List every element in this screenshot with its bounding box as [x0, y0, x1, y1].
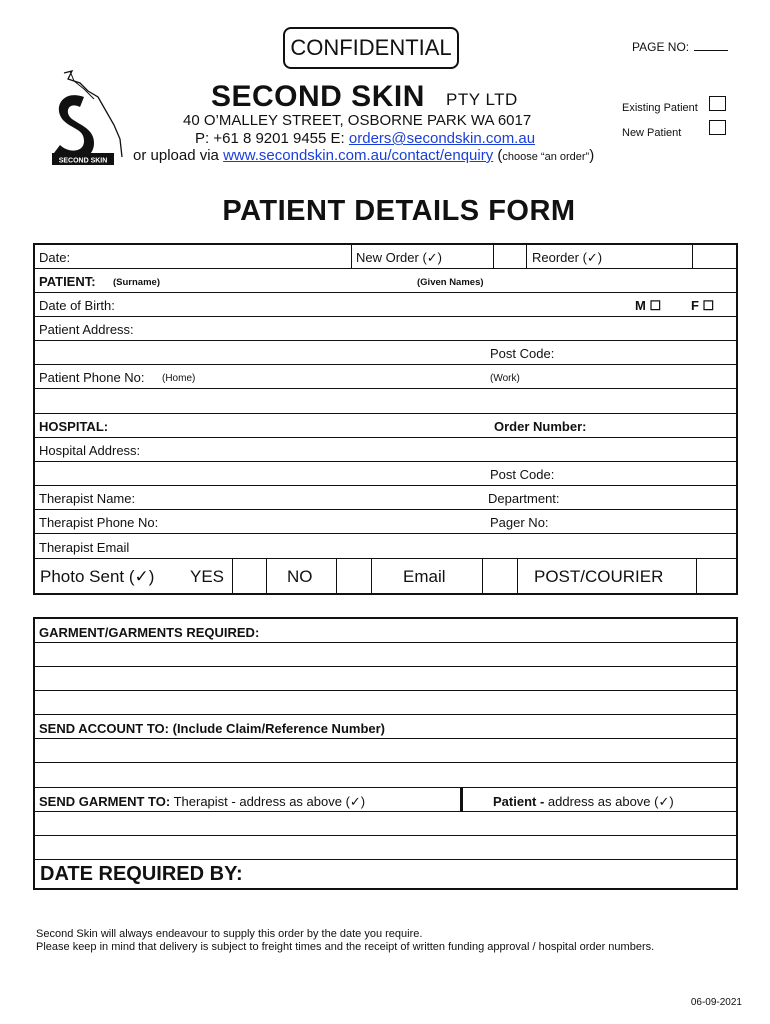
work-hint: (Work) [490, 373, 520, 384]
dob-label: Date of Birth: [39, 298, 115, 313]
upload-line [133, 147, 594, 164]
form-date-code: 06-09-2021 [690, 997, 742, 1008]
row-therapist-name[interactable] [35, 486, 736, 510]
company-address: 40 O’MALLEY STREET, OSBORNE PARK WA 6017 [183, 112, 532, 129]
row-patient[interactable] [35, 269, 736, 293]
upload-open: ( [497, 147, 503, 164]
row-hospital[interactable] [35, 414, 736, 438]
existing-patient-checkbox[interactable] [709, 96, 726, 111]
confidential-stamp: CONFIDENTIAL [283, 27, 459, 69]
page-no-field[interactable] [694, 50, 728, 51]
yes-checkbox[interactable] [233, 559, 266, 593]
company-name: SECOND SKIN [211, 80, 425, 113]
new-patient-checkbox[interactable] [709, 120, 726, 135]
hospital-address-label: Hospital Address: [39, 443, 141, 458]
pager-label: Pager No: [490, 515, 549, 530]
second-skin-logo [50, 67, 126, 171]
patient-label: PATIENT: [39, 274, 96, 289]
garments-required-label: GARMENT/GARMENTS REQUIRED: [39, 625, 260, 640]
row-send-garment [35, 788, 736, 812]
male-checkbox[interactable]: M ☐ [635, 298, 662, 313]
email-checkbox[interactable] [483, 559, 517, 593]
send-line-1[interactable] [35, 812, 736, 836]
existing-patient-label: Existing Patient [622, 102, 698, 114]
footer-line-1: Second Skin will always endeavour to supply this order by the date you require. [36, 928, 423, 940]
therapist-address-option: Therapist - address as above (✓) [170, 794, 366, 809]
send-garment-label: SEND GARMENT TO: [39, 794, 171, 809]
email-link[interactable]: orders@secondskin.com.au [348, 130, 536, 147]
no-label: NO [287, 567, 313, 586]
date-required-label: DATE REQUIRED BY: [40, 863, 243, 885]
new-order-checkbox[interactable] [494, 245, 526, 268]
row-date [35, 245, 736, 269]
therapist-phone-label: Therapist Phone No: [39, 515, 159, 530]
company-suffix: PTY LTD [446, 90, 518, 109]
send-line-2[interactable] [35, 836, 736, 860]
row-therapist-phone[interactable] [35, 510, 736, 534]
patient-address-option[interactable] [493, 794, 674, 810]
photo-sent-label: Photo Sent (✓) [40, 567, 155, 586]
upload-link[interactable]: www.secondskin.com.au/contact/enquiry [223, 147, 494, 164]
upload-prefix: or upload via [133, 147, 219, 164]
row-therapist-email[interactable] [35, 534, 736, 559]
patient-option-rest: address as above (✓) [544, 794, 674, 809]
post-courier-label: POST/COURIER [534, 567, 664, 586]
row-post-code[interactable] [35, 341, 736, 365]
phone-text: P: +61 8 9201 9455 E: [195, 130, 345, 147]
new-patient-label: New Patient [622, 127, 682, 139]
garment-line-3[interactable] [35, 691, 736, 715]
order-number-label: Order Number: [494, 419, 587, 434]
patient-details-table [33, 243, 738, 595]
yes-label: YES [190, 567, 225, 586]
row-hospital-address[interactable] [35, 438, 736, 462]
therapist-name-label: Therapist Name: [39, 491, 136, 506]
garment-line-1[interactable] [35, 643, 736, 667]
account-line-2[interactable] [35, 763, 736, 788]
therapist-email-label: Therapist Email [39, 540, 130, 555]
patient-phone-label: Patient Phone No: [39, 370, 145, 385]
reorder-label: Reorder (✓) [532, 250, 603, 265]
email-option-label: Email [403, 567, 446, 586]
patient-address-label: Patient Address: [39, 322, 134, 337]
reorder-checkbox[interactable] [693, 245, 738, 268]
company-contact [195, 130, 535, 147]
female-checkbox[interactable]: F ☐ [691, 298, 715, 313]
surname-hint: (Surname) [113, 277, 160, 288]
garment-table [33, 617, 738, 890]
row-photo-sent [35, 559, 736, 593]
post-courier-checkbox[interactable] [697, 559, 737, 593]
row-hospital-post-code[interactable] [35, 462, 736, 486]
hospital-post-code-label: Post Code: [490, 467, 555, 482]
form-title: PATIENT DETAILS FORM [222, 195, 576, 227]
upload-note: choose “an order” [502, 151, 590, 163]
logo-text: SECOND SKIN [58, 157, 108, 165]
upload-close: ) [589, 147, 595, 164]
garment-line-2[interactable] [35, 667, 736, 691]
post-code-label: Post Code: [490, 346, 555, 361]
new-order-label: New Order (✓) [356, 250, 443, 265]
row-dob[interactable] [35, 293, 736, 317]
page-no-label: PAGE NO: [632, 40, 690, 54]
patient-option-label: Patient - [493, 794, 545, 809]
given-names-hint: (Given Names) [417, 277, 484, 288]
send-account-label: SEND ACCOUNT TO: (Include Claim/Reference Number) [39, 721, 385, 736]
footer-line-2: Please keep in mind that delivery is subject to freight times and the receipt of written funding approval / hospital order numbers. [36, 941, 655, 953]
row-send-account [35, 715, 736, 739]
row-patient-address[interactable] [35, 317, 736, 341]
account-line-1[interactable] [35, 739, 736, 763]
send-garment-text[interactable] [39, 794, 365, 810]
row-patient-phone[interactable] [35, 365, 736, 389]
row-garments-required [35, 619, 736, 643]
department-label: Department: [488, 491, 560, 506]
row-date-required[interactable] [35, 860, 736, 888]
home-hint: (Home) [162, 373, 196, 384]
row-blank[interactable] [35, 389, 736, 414]
hospital-label: HOSPITAL: [39, 419, 109, 434]
date-label: Date: [39, 250, 71, 265]
no-checkbox[interactable] [337, 559, 371, 593]
